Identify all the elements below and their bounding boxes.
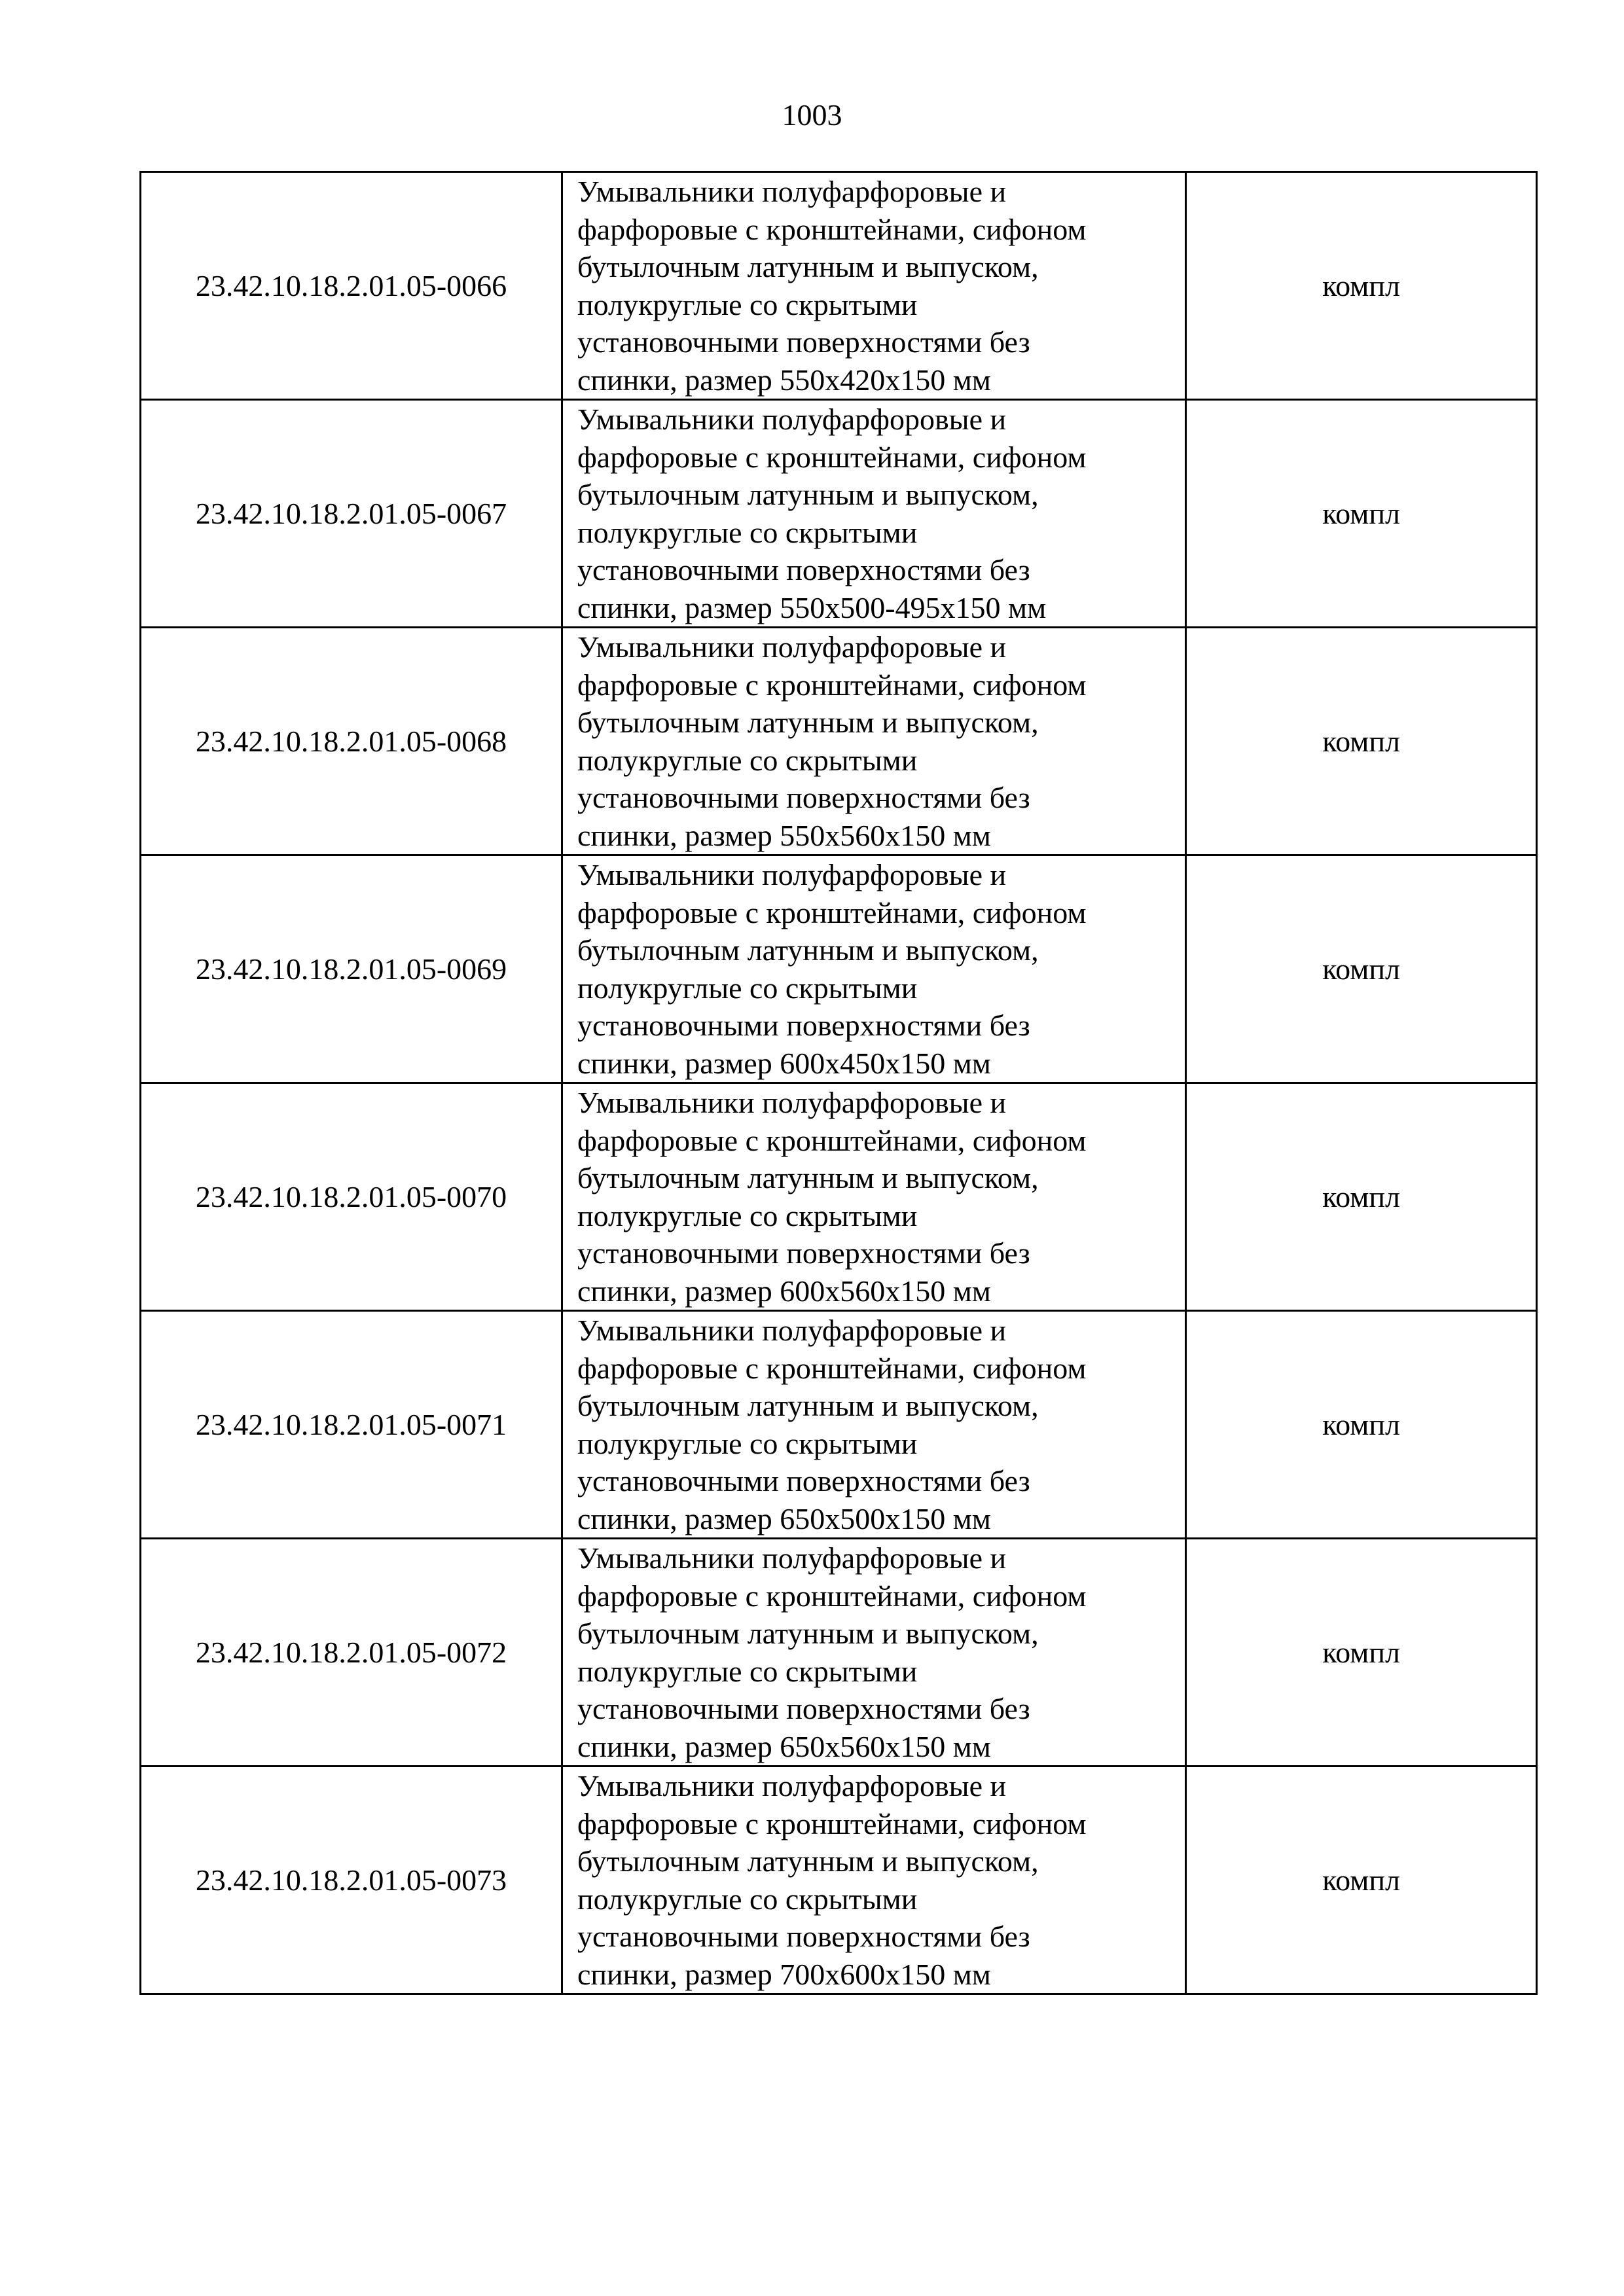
description-line: установочными поверхностями без	[577, 1692, 1030, 1725]
item-unit-cell: компл	[1186, 855, 1537, 1083]
description-line: спинки, размер 550х560х150 мм	[577, 818, 991, 852]
description-line: установочными поверхностями без	[577, 781, 1030, 814]
table-row	[141, 628, 1537, 855]
description-line: спинки, размер 650х500х150 мм	[577, 1501, 991, 1535]
description-line: Умывальники полуфарфоровые и	[577, 630, 1007, 664]
description-line: установочными поверхностями без	[577, 1464, 1030, 1498]
catalog-table	[139, 171, 1538, 1995]
description-line: полукруглые со скрытыми	[577, 1426, 918, 1460]
description-line: бутылочным латунным и выпуском,	[577, 706, 1039, 739]
description-line: установочными поверхностями без	[577, 1009, 1030, 1042]
item-code-cell: 23.42.10.18.2.01.05-0073	[141, 1767, 562, 1994]
item-description-cell	[562, 1767, 1186, 1994]
description-line: полукруглые со скрытыми	[577, 515, 918, 549]
description-line: спинки, размер 550х500-495х150 мм	[577, 590, 1047, 624]
table-row	[141, 400, 1537, 628]
item-code-cell: 23.42.10.18.2.01.05-0070	[141, 1083, 562, 1311]
description-line: бутылочным латунным и выпуском,	[577, 1844, 1039, 1878]
description-line: Умывальники полуфарфоровые и	[577, 1314, 1007, 1347]
item-code-cell: 23.42.10.18.2.01.05-0066	[141, 172, 562, 400]
catalog-table-body	[141, 172, 1537, 1994]
description-line: Умывальники полуфарфоровые и	[577, 175, 1007, 208]
item-unit-cell: компл	[1186, 628, 1537, 855]
description-line: спинки, размер 550х420х150 мм	[577, 363, 991, 397]
description-line: спинки, размер 700х600х150 мм	[577, 1957, 991, 1991]
description-line: фарфоровые с кронштейнами, сифоном	[577, 212, 1087, 246]
description-line: установочными поверхностями без	[577, 325, 1030, 359]
description-line: установочными поверхностями без	[577, 1236, 1030, 1270]
description-line: Умывальники полуфарфоровые и	[577, 1086, 1007, 1119]
item-description-cell	[562, 855, 1186, 1083]
item-unit-cell: компл	[1186, 400, 1537, 628]
description-line: бутылочным латунным и выпуском,	[577, 1389, 1039, 1422]
table-row	[141, 1767, 1537, 1994]
description-line: Умывальники полуфарфоровые и	[577, 858, 1007, 891]
description-line: полукруглые со скрытыми	[577, 743, 918, 777]
description-line: бутылочным латунным и выпуском,	[577, 478, 1039, 511]
description-line: полукруглые со скрытыми	[577, 287, 918, 321]
description-line: фарфоровые с кронштейнами, сифоном	[577, 440, 1087, 474]
item-unit-cell: компл	[1186, 172, 1537, 400]
description-line: полукруглые со скрытыми	[577, 971, 918, 1005]
item-description-cell	[562, 1539, 1186, 1767]
item-code-cell: 23.42.10.18.2.01.05-0068	[141, 628, 562, 855]
item-description-cell	[562, 1083, 1186, 1311]
description-line: полукруглые со скрытыми	[577, 1198, 918, 1232]
table-row	[141, 1311, 1537, 1539]
description-line: установочными поверхностями без	[577, 553, 1030, 586]
item-code-cell: 23.42.10.18.2.01.05-0072	[141, 1539, 562, 1767]
description-line: Умывальники полуфарфоровые и	[577, 1769, 1007, 1803]
item-description-cell	[562, 628, 1186, 855]
item-description-cell	[562, 400, 1186, 628]
table-row	[141, 855, 1537, 1083]
description-line: фарфоровые с кронштейнами, сифоном	[577, 1579, 1087, 1613]
item-description-cell	[562, 1311, 1186, 1539]
item-code-cell: 23.42.10.18.2.01.05-0067	[141, 400, 562, 628]
description-line: фарфоровые с кронштейнами, сифоном	[577, 1123, 1087, 1157]
item-unit-cell: компл	[1186, 1539, 1537, 1767]
item-unit-cell: компл	[1186, 1083, 1537, 1311]
item-code-cell: 23.42.10.18.2.01.05-0071	[141, 1311, 562, 1539]
description-line: фарфоровые с кронштейнами, сифоном	[577, 1806, 1087, 1840]
table-row	[141, 1539, 1537, 1767]
description-line: фарфоровые с кронштейнами, сифоном	[577, 1351, 1087, 1385]
table-row	[141, 1083, 1537, 1311]
item-unit-cell: компл	[1186, 1767, 1537, 1994]
description-line: фарфоровые с кронштейнами, сифоном	[577, 895, 1087, 929]
description-line: установочными поверхностями без	[577, 1920, 1030, 1953]
description-line: бутылочным латунным и выпуском,	[577, 1161, 1039, 1194]
description-line: бутылочным латунным и выпуском,	[577, 250, 1039, 283]
description-line: полукруглые со скрытыми	[577, 1882, 918, 1916]
description-line: бутылочным латунным и выпуском,	[577, 933, 1039, 967]
item-unit-cell: компл	[1186, 1311, 1537, 1539]
description-line: спинки, размер 650х560х150 мм	[577, 1729, 991, 1763]
item-description-cell	[562, 172, 1186, 400]
table-row	[141, 172, 1537, 400]
description-line: полукруглые со скрытыми	[577, 1654, 918, 1688]
description-line: спинки, размер 600х560х150 мм	[577, 1274, 991, 1308]
description-line: фарфоровые с кронштейнами, сифоном	[577, 668, 1087, 702]
item-code-cell: 23.42.10.18.2.01.05-0069	[141, 855, 562, 1083]
page-number: 1003	[782, 98, 842, 132]
description-line: Умывальники полуфарфоровые и	[577, 403, 1007, 436]
description-line: бутылочным латунным и выпуском,	[577, 1617, 1039, 1650]
description-line: Умывальники полуфарфоровые и	[577, 1541, 1007, 1575]
description-line: спинки, размер 600х450х150 мм	[577, 1046, 991, 1080]
